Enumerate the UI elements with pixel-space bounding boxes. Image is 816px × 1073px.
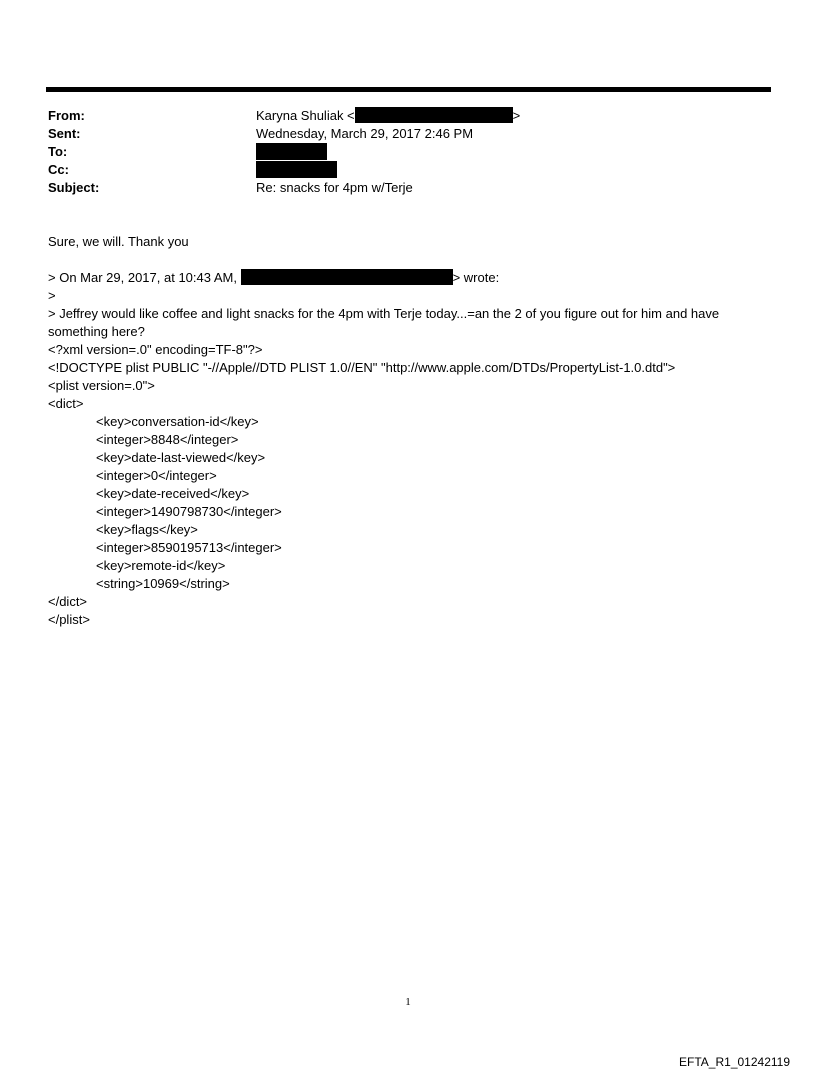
quote-intro xyxy=(48,269,499,287)
plist-entry: <key>remote-id</key> xyxy=(96,558,226,573)
plist-entry: <key>date-last-viewed</key> xyxy=(96,450,266,465)
redaction-block xyxy=(256,161,337,178)
page-number: 1 xyxy=(405,996,411,1008)
quote-intro-end: > wrote: xyxy=(452,270,500,285)
redaction-block xyxy=(355,107,513,123)
plist-close: </plist> xyxy=(48,612,90,627)
cc-label: Cc: xyxy=(48,162,69,177)
from-name: Karyna Shuliak < xyxy=(256,108,355,123)
sent-label: Sent: xyxy=(48,126,81,141)
plist-entry: <integer>1490798730</integer> xyxy=(96,504,282,519)
xml-declaration: <?xml version=.0" encoding=TF-8"?> xyxy=(48,342,263,357)
plist-entry: <key>conversation-id</key> xyxy=(96,414,259,429)
cc-value xyxy=(256,161,337,180)
header-rule xyxy=(46,87,771,92)
to-label: To: xyxy=(48,144,68,159)
to-value xyxy=(256,143,327,162)
quote-line: something here? xyxy=(48,324,145,339)
doctype-line: <!DOCTYPE plist PUBLIC "-//Apple//DTD PLIST 1.0//EN" "http://www.apple.com/DTDs/PropertyList-1.0.dtd"> xyxy=(48,360,676,375)
quote-line: > Jeffrey would like coffee and light snacks for the 4pm with Terje today...=an the 2 of you figure out for him and have xyxy=(48,306,720,321)
from-value xyxy=(256,107,520,125)
redaction-block xyxy=(241,269,453,285)
subject-label: Subject: xyxy=(48,180,100,195)
subject-value: Re: snacks for 4pm w/Terje xyxy=(256,180,413,195)
plist-entry: <integer>0</integer> xyxy=(96,468,217,483)
dict-close: </dict> xyxy=(48,594,88,609)
quote-blank: > xyxy=(48,288,56,303)
dict-open: <dict> xyxy=(48,396,84,411)
bates-number: EFTA_R1_01242119 xyxy=(679,1055,790,1069)
plist-entry: <integer>8590195713</integer> xyxy=(96,540,282,555)
plist-entry: <key>flags</key> xyxy=(96,522,198,537)
plist-entry: <string>10969</string> xyxy=(96,576,230,591)
plist-open: <plist version=.0"> xyxy=(48,378,155,393)
sent-value: Wednesday, March 29, 2017 2:46 PM xyxy=(256,126,474,141)
plist-entry: <integer>8848</integer> xyxy=(96,432,239,447)
quote-intro-start: > On Mar 29, 2017, at 10:43 AM, xyxy=(48,270,241,285)
reply-text: Sure, we will. Thank you xyxy=(48,234,189,249)
plist-entry: <key>date-received</key> xyxy=(96,486,250,501)
redaction-block xyxy=(256,143,327,160)
from-label: From: xyxy=(48,108,85,123)
from-close: > xyxy=(512,108,521,123)
